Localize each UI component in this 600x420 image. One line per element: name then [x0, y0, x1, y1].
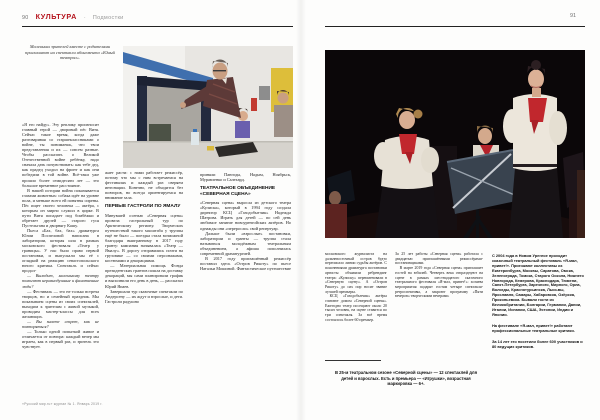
paragraph-continuation: жает расти: с нами работает режиссёр, потому что мы с ним встречаемся на фестивалях и каждый раз сверяем интонации. Конечно, не обходится без повторов, но всегда ориентируемся на внимание зала.: [105, 170, 183, 201]
paragraph: КСЦ «Газодобытчик» актёры считают домом «Северной сцены». Ежегодно театр посещают около 20 тысяч человек, на сцене ставится по три спектакля. За всё время состоялось более 60 премьер.: [325, 294, 387, 322]
rehearsal-photo: [123, 46, 293, 168]
subheading-association: ТЕАТРАЛЬНОЕ ОБЪЕДИНЕНИЕ «СЕВЕРНАЯ СЦЕНА»: [200, 186, 276, 197]
paragraph: За 25 лет работы «Северная сцена» работала с двадцатью приглашёнными режиссёрами-постановщиками.: [395, 252, 483, 266]
photo-caption: В 25-м театральном сезоне «Северной сцены» — 12 спектаклей для детей и взрослых. Есть и премьера — «Игрушки», возрастная маркировка — 6+.: [334, 370, 478, 386]
left-column-1: [22, 122, 99, 414]
paragraph: — Материальная помощь Фонда президентских грантов пошла на доставку декораций, мы сами планировали график и выполнили его день в день, — рассказал Юрий Япаев.: [105, 263, 183, 289]
article-end-rule: [325, 360, 381, 361]
folio-line: «Русский мир.ru» журнал № 1. Январь 2019 г.: [22, 402, 103, 406]
right-column-1: [325, 252, 387, 358]
paragraph: Минувшей осенью «Северная сцена» провела гастрольный тур по Арктическому региону. Творческих путешествий такого масштаба у труппы ещё не было — поездка стала возможной благодаря выигранному в 2017 году гранту: кампания называлась «Театр — Ямалу». В дорогу отправились почти на грузовике — со своими персонажами, костюмами и декорациями.: [105, 212, 183, 264]
left-page-number: 90: [22, 15, 29, 21]
paragraph: «Северная сцена» выросла из детского театра «Кулиска», который в 1994 году создала директор КСЦ «Газодобытчик» Надежда Шатрова. Играть для детей — по сей день любимое занятие новоуренгойских актёров. Но однажды они «переросли» свой репертуар.: [200, 200, 291, 231]
left-page-header: [22, 12, 124, 21]
rubric-label: КУЛЬТУРА: [35, 12, 77, 21]
paragraph: Пьеса «Бах, бах, бах» драматурга Юлии Поспеловой написана в лаборатории, которая шла в рамках московского фестиваля «Театр у границы». У нас было право первой постановки, и выпускали мы её с оглядкой на реакцию севастопольского юного критика. Спектакль и сейчас продол-: [22, 227, 99, 274]
right-column-2: [395, 252, 483, 364]
section-label: Подмостки: [92, 15, 124, 21]
paragraph-continuation: приняли Пангоды, Надым, Ноябрьск, Муравленко и Салехард.: [200, 172, 291, 183]
lead-caption: Маленьких зрителей вместе с родителями приглашают на спектакли абонемента «Юный театрал».: [25, 44, 115, 61]
paragraph: В 2017 году приглашённый режиссёр поставил здесь «Остров Рикоту» по пьесе Натальи Мошиной. Фантастическое путешествие: [200, 255, 291, 271]
paragraph: Завершали тур сказочные спектакли по Андерсену — их ждут и взрослые, и дети. Гастроли радушно: [105, 288, 183, 304]
paragraph: В марте 2019 года «Северная сцена» приглашает гостей на юбилей. Четверть века отпразднуют на сцене в рамках шестнадцатого сказочного театрального фестиваля «Я-мал, привет!»: хозяева мероприятия подарят гостям четыре спектакля-ретроспективы, а закроют программу «Пяти вечеров» творческими вечерами.: [395, 266, 483, 299]
left-column-2: [105, 170, 183, 416]
right-header-rule: [325, 26, 585, 27]
paragraph-continuation: московского журналиста на дальневосточный остров будто переписало линии судьбы актёров. С пояснениями драматурга постановки артисты объявили ребрендинг театра: «Кулиску» переименовали в «Северную сцену». А «Остров Рикоту» до сих пор носит звание лучшей премьеры.: [325, 252, 387, 294]
interview-question: — Выходит, маленькому театру помогают неравнодушные и фанатичные люди?: [22, 273, 99, 289]
interview-answer: — Только одной попыткой живое и отличается от повтора: каждый вечер мы играем, как в первый раз, и зритель это чувствует.: [22, 328, 99, 350]
festival-facts-sidebar: [492, 254, 585, 355]
subheading-tour: ПЕРВЫЕ ГАСТРОЛИ ПО ЯМАЛУ: [105, 204, 181, 210]
stage-photo-illustration: [325, 50, 585, 238]
paragraph: В нашей истории война показывается глазами животных: собака идёт на уровне пола, и меньше всего ей понятны сирены. Пёс ищет своего человека — актёра, с которым он мирно служил в цирке. В пути Витя попадает под бомбёжки и обретает друзей — старого гуся Пустельгана и дворнягу Кашу.: [22, 187, 99, 228]
sidebar-paragraph: На фестивале «Я-мал, привет!» работают профессиональные театральные критики.: [492, 322, 575, 333]
interview-answer: — Фестиваль — это не только встреча творцов, но и семейный праздник. Мы показываем сцены из своих спектаклей, выходим к зрителям с живой музыкой, проводим мастер-классы для всех желающих.: [22, 288, 99, 319]
page-gutter: [296, 0, 306, 420]
paragraph: «Я его найду». Эту реплику произносит главный герой — дворовый пёс Витя. Сейчас такое время, когда даже разговаривая со старшеклассниками о войне, ты понимаешь, что твои представления и их — совсем разные. Чтобы рассказать о Великой Отечественной войне ребёнку, надо сначала дать почувствовать: как тебе дед, как прадед уходил на фронт и как они победили в той войне. Всё-таки уже прошло более семидесяти лет — это большое временное расстояние.: [22, 122, 99, 188]
right-page-number: 91: [570, 13, 576, 19]
paragraph: Дальше были «взрослые» постановки, лаборатории и гранты — труппа стала называться молодёжным театральным объединением, а афиша пополнилась современной драматургией.: [200, 230, 291, 256]
left-column-3: [200, 172, 291, 374]
sidebar-paragraph: С 2004 года в Новом Уренгое проходит сказочный театральный фестиваль «Я-мал, привет!». Приезжают коллективы из Екатеринбурга, Москвы, Саратова, Омска, Зеленограда, Томска, Старого Оскола, Нижнего Новгорода, Кемерова, Краснодара, Тюмени, Санкт-Петербурга, Заречного, Мирного, Орла, Вологды, Краснотурьинска, Лысьвы, Ярославля, Самары, Хабаровска, Озёрска, Прокопьевска. Бывали гости из Великобритании, Болгарии, Германии, Дании, Италии, Испании, США, Эстонии, Индии и Японии.: [492, 253, 584, 317]
left-header-rule: [22, 26, 293, 27]
rubric-separator: ·: [83, 15, 86, 21]
interview-question: — Вы знаете секрет, как не повторяться?: [22, 318, 99, 329]
rehearsal-photo-illustration: [123, 46, 293, 168]
stage-photo: [325, 50, 585, 238]
sidebar-paragraph: За 14 лет его посетили более 600 участников и 80 ведущих критиков.: [492, 338, 583, 349]
